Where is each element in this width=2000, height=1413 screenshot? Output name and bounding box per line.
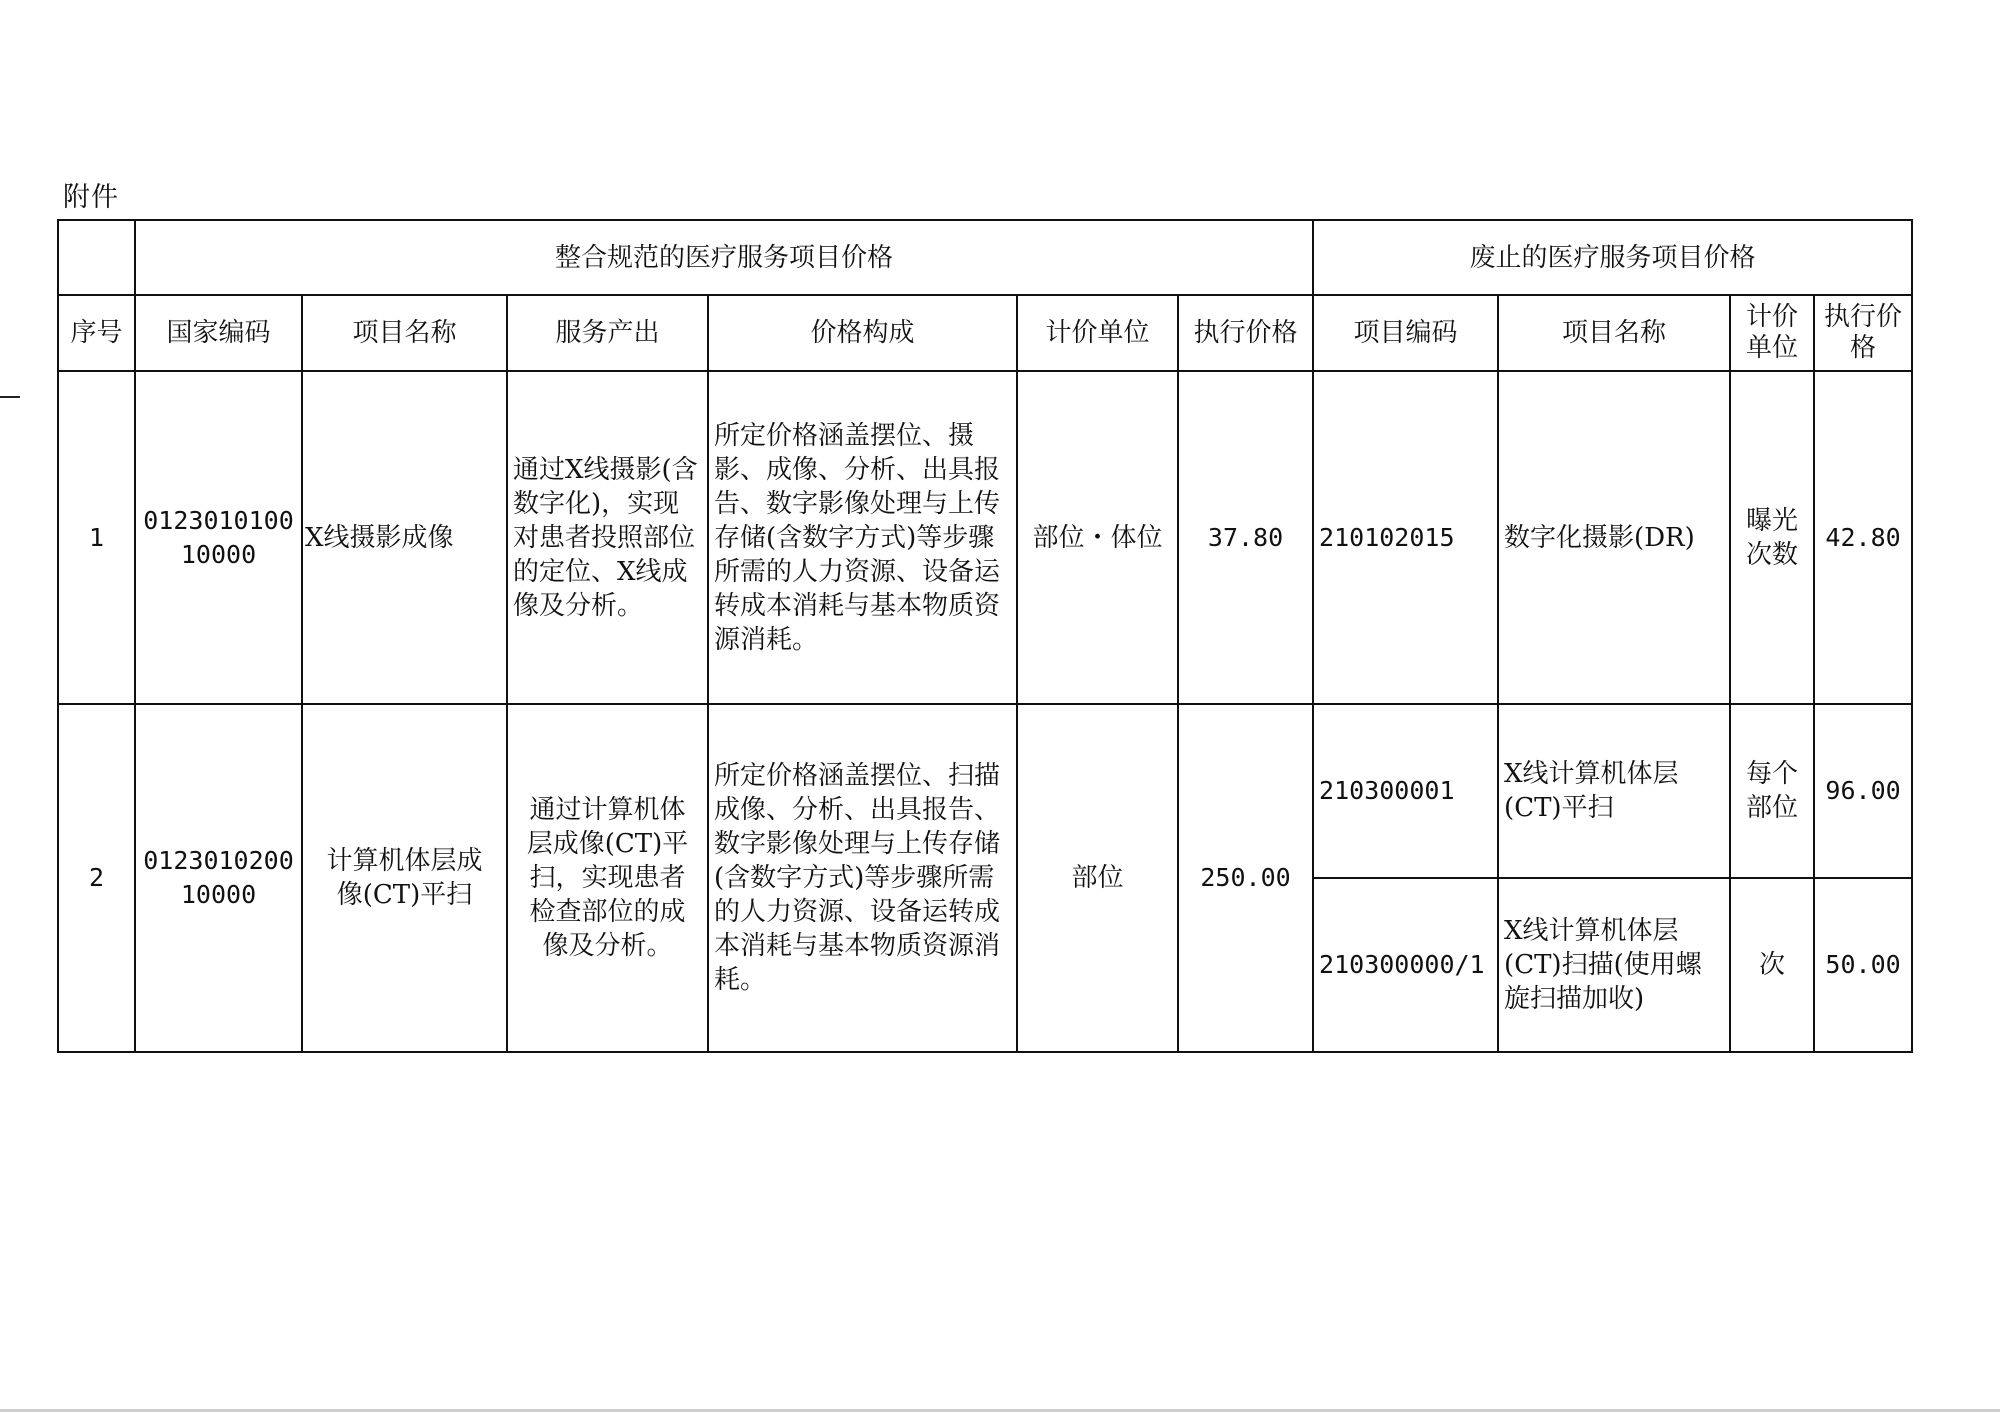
row2-old-name-2: X线计算机体层(CT)扫描(使用螺旋扫描加收) [1498,878,1730,1052]
table-row [58,371,1912,704]
row1-old-name: 数字化摄影(DR) [1498,371,1730,704]
col-old-item-name: 项目名称 [1498,295,1730,371]
col-exec-price: 执行价格 [1178,295,1313,371]
attachment-label: 附件 [63,182,119,213]
row1-seq: 1 [58,371,135,704]
col-item-name: 项目名称 [302,295,507,371]
row2-old-price-1: 96.00 [1814,704,1912,878]
group-header-empty [58,220,135,295]
col-national-code: 国家编码 [135,295,302,371]
row2-item-name: 计算机体层成像(CT)平扫 [302,704,507,1052]
row1-item-name: X线摄影成像 [302,371,507,704]
row2-seq: 2 [58,704,135,1052]
group-header-abolished: 废止的医疗服务项目价格 [1313,220,1912,295]
group-header-row [58,220,1912,295]
table-row [58,704,1912,878]
row1-price-composition: 所定价格涵盖摆位、摄影、成像、分析、出具报告、数字影像处理与上传存储(含数字方式)等步骤所需的人力资源、设备运转成本消耗与基本物质资源消耗。 [708,371,1017,704]
row1-old-unit: 曝光次数 [1730,371,1814,704]
column-header-row [58,295,1912,371]
row2-exec-price: 250.00 [1178,704,1313,1052]
row1-national-code: 012301010010000 [135,371,302,704]
col-old-exec-price: 执行价格 [1814,295,1912,371]
row1-old-price: 42.80 [1814,371,1912,704]
row2-price-composition: 所定价格涵盖摆位、扫描成像、分析、出具报告、数字影像处理与上传存储(含数字方式)等步骤所需的人力资源、设备运转成本消耗与基本物质资源消耗。 [708,704,1017,1052]
margin-mark [0,396,20,398]
scan-edge [0,1409,2000,1412]
col-service-output: 服务产出 [507,295,708,371]
row2-old-code-1: 210300001 [1313,704,1498,878]
col-old-item-code: 项目编码 [1313,295,1498,371]
col-seq: 序号 [58,295,135,371]
col-pricing-unit: 计价单位 [1017,295,1178,371]
row1-service-output: 通过X线摄影(含数字化)，实现对患者投照部位的定位、X线成像及分析。 [507,371,708,704]
row1-exec-price: 37.80 [1178,371,1313,704]
col-old-pricing-unit: 计价单位 [1730,295,1814,371]
col-price-composition: 价格构成 [708,295,1017,371]
row2-pricing-unit: 部位 [1017,704,1178,1052]
row2-service-output: 通过计算机体层成像(CT)平扫，实现患者检查部位的成像及分析。 [507,704,708,1052]
row2-old-code-2: 210300000/1 [1313,878,1498,1052]
row2-old-price-2: 50.00 [1814,878,1912,1052]
row1-old-code: 210102015 [1313,371,1498,704]
row2-old-unit-2: 次 [1730,878,1814,1052]
row2-old-unit-1: 每个部位 [1730,704,1814,878]
row2-old-name-1: X线计算机体层(CT)平扫 [1498,704,1730,878]
group-header-integrated: 整合规范的医疗服务项目价格 [135,220,1313,295]
row1-pricing-unit: 部位・体位 [1017,371,1178,704]
price-table [57,219,1913,1053]
row2-national-code: 012301020010000 [135,704,302,1052]
